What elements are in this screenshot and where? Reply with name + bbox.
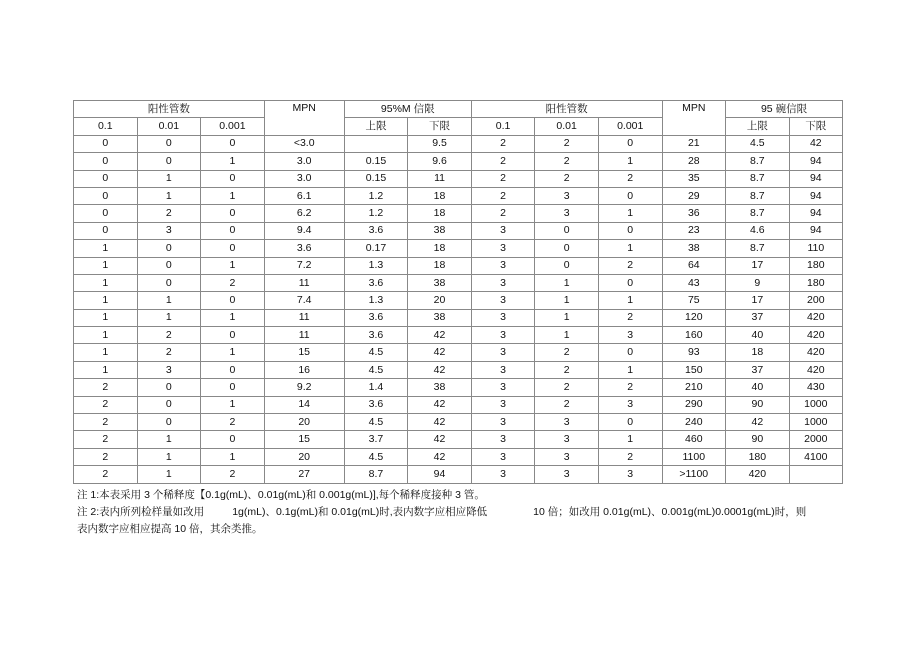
table-cell: 2 bbox=[471, 135, 535, 152]
table-cell: 2 bbox=[535, 153, 599, 170]
table-cell: 0 bbox=[137, 396, 201, 413]
table-cell: 2 bbox=[471, 205, 535, 222]
table-cell: 120 bbox=[662, 309, 726, 326]
table-cell: 94 bbox=[789, 205, 842, 222]
table-cell: 1.3 bbox=[344, 257, 408, 274]
table-cell: 21 bbox=[662, 135, 726, 152]
table-cell: 1 bbox=[598, 240, 662, 257]
table-cell: 40 bbox=[726, 379, 790, 396]
table-row bbox=[74, 222, 843, 239]
table-cell: 11 bbox=[264, 274, 344, 291]
table-cell: 1.4 bbox=[344, 379, 408, 396]
table-row bbox=[74, 431, 843, 448]
table-cell: 240 bbox=[662, 414, 726, 431]
table-cell: 93 bbox=[662, 344, 726, 361]
table-row bbox=[74, 414, 843, 431]
table-cell: 15 bbox=[264, 344, 344, 361]
table-row bbox=[74, 205, 843, 222]
table-cell: 1 bbox=[74, 257, 138, 274]
table-cell: 38 bbox=[408, 379, 472, 396]
table-cell: 94 bbox=[789, 153, 842, 170]
mpn-table-body bbox=[74, 135, 843, 483]
table-cell: 3 bbox=[598, 396, 662, 413]
table-cell: 1 bbox=[137, 448, 201, 465]
table-cell: 180 bbox=[789, 274, 842, 291]
table-cell: 0 bbox=[598, 135, 662, 152]
table-cell: 20 bbox=[264, 414, 344, 431]
table-cell: 3.7 bbox=[344, 431, 408, 448]
table-cell: 1000 bbox=[789, 414, 842, 431]
table-cell: 1 bbox=[598, 153, 662, 170]
table-cell: 36 bbox=[662, 205, 726, 222]
ci-header-left: 95%M 信限 bbox=[344, 101, 471, 118]
table-cell: 3 bbox=[471, 274, 535, 291]
positive-tubes-header-right: 阳性管数 bbox=[471, 101, 662, 118]
table-cell: 0 bbox=[137, 274, 201, 291]
table-cell: 0 bbox=[201, 327, 265, 344]
upper-limit-header: 上限 bbox=[344, 118, 408, 135]
table-cell: 2 bbox=[535, 170, 599, 187]
table-cell: 1 bbox=[137, 466, 201, 483]
table-cell: 1 bbox=[74, 327, 138, 344]
table-cell: 0 bbox=[201, 431, 265, 448]
table-cell: 2 bbox=[201, 274, 265, 291]
table-cell: 3 bbox=[137, 361, 201, 378]
table-cell: 1 bbox=[74, 240, 138, 257]
table-cell: 150 bbox=[662, 361, 726, 378]
table-cell: 1 bbox=[137, 431, 201, 448]
table-cell: 3 bbox=[137, 222, 201, 239]
table-cell: 420 bbox=[789, 344, 842, 361]
table-cell: 9.2 bbox=[264, 379, 344, 396]
table-cell: 3 bbox=[471, 414, 535, 431]
table-row bbox=[74, 344, 843, 361]
table-cell: 20 bbox=[408, 292, 472, 309]
table-cell: 42 bbox=[408, 414, 472, 431]
table-row bbox=[74, 466, 843, 483]
table-cell: 0 bbox=[201, 222, 265, 239]
table-cell: 1 bbox=[137, 292, 201, 309]
table-cell: 4.5 bbox=[726, 135, 790, 152]
table-cell: 460 bbox=[662, 431, 726, 448]
table-cell: 0 bbox=[201, 292, 265, 309]
table-cell: 0 bbox=[598, 222, 662, 239]
table-cell: 38 bbox=[408, 309, 472, 326]
table-cell: 2 bbox=[598, 257, 662, 274]
table-cell: 11 bbox=[408, 170, 472, 187]
table-cell: 2000 bbox=[789, 431, 842, 448]
table-cell: 9.6 bbox=[408, 153, 472, 170]
table-cell: 2 bbox=[471, 187, 535, 204]
table-cell: 4100 bbox=[789, 448, 842, 465]
table-cell: 180 bbox=[726, 448, 790, 465]
table-cell: 1.2 bbox=[344, 187, 408, 204]
table-cell: 94 bbox=[789, 187, 842, 204]
table-cell: 2 bbox=[201, 414, 265, 431]
table-cell: 3 bbox=[471, 379, 535, 396]
table-cell: 2 bbox=[535, 344, 599, 361]
table-cell: 37 bbox=[726, 309, 790, 326]
table-cell: 3.0 bbox=[264, 170, 344, 187]
table-cell: 1 bbox=[598, 292, 662, 309]
table-cell: 0 bbox=[201, 170, 265, 187]
table-cell: 180 bbox=[789, 257, 842, 274]
table-cell: 94 bbox=[789, 170, 842, 187]
table-cell: 1 bbox=[137, 170, 201, 187]
table-cell: 4.5 bbox=[344, 361, 408, 378]
table-cell: 75 bbox=[662, 292, 726, 309]
table-cell: 1.2 bbox=[344, 205, 408, 222]
table-cell: 2 bbox=[598, 448, 662, 465]
table-cell: 94 bbox=[789, 222, 842, 239]
table-cell: 0 bbox=[74, 135, 138, 152]
table-cell: 35 bbox=[662, 170, 726, 187]
table-cell: 3 bbox=[535, 205, 599, 222]
table-cell: 3 bbox=[535, 448, 599, 465]
table-cell: 2 bbox=[201, 466, 265, 483]
table-cell: 14 bbox=[264, 396, 344, 413]
table-row bbox=[74, 309, 843, 326]
table-cell: 3 bbox=[471, 257, 535, 274]
table-cell: 1 bbox=[535, 309, 599, 326]
positive-tubes-header-left: 阳性管数 bbox=[74, 101, 265, 118]
table-cell: 1 bbox=[201, 344, 265, 361]
lower-limit-header: 下限 bbox=[408, 118, 472, 135]
table-cell: 0 bbox=[74, 170, 138, 187]
table-cell: 18 bbox=[408, 205, 472, 222]
table-cell: 0 bbox=[598, 414, 662, 431]
table-cell: 20 bbox=[264, 448, 344, 465]
table-cell: 8.7 bbox=[726, 170, 790, 187]
table-cell: 16 bbox=[264, 361, 344, 378]
table-cell: 420 bbox=[789, 309, 842, 326]
table-cell: <3.0 bbox=[264, 135, 344, 152]
table-cell: 8.7 bbox=[726, 205, 790, 222]
table-row bbox=[74, 379, 843, 396]
table-cell: 2 bbox=[535, 379, 599, 396]
note-2-continued: 表内数字应相应提高 10 倍，其余类推。 bbox=[77, 523, 263, 535]
table-cell: 0 bbox=[201, 205, 265, 222]
table-row bbox=[74, 448, 843, 465]
table-row bbox=[74, 257, 843, 274]
table-cell: 11 bbox=[264, 327, 344, 344]
table-cell: 3.6 bbox=[344, 222, 408, 239]
table-cell: 3 bbox=[471, 240, 535, 257]
table-row bbox=[74, 170, 843, 187]
table-cell: 2 bbox=[74, 448, 138, 465]
table-row bbox=[74, 361, 843, 378]
table-cell: 420 bbox=[789, 327, 842, 344]
mpn-header-left: MPN bbox=[264, 101, 344, 136]
table-cell: 43 bbox=[662, 274, 726, 291]
table-cell: 1000 bbox=[789, 396, 842, 413]
table-cell: 1 bbox=[201, 257, 265, 274]
table-cell: 18 bbox=[726, 344, 790, 361]
table-cell: >1100 bbox=[662, 466, 726, 483]
table-cell: 38 bbox=[662, 240, 726, 257]
table-cell: 0 bbox=[74, 222, 138, 239]
table-cell: 2 bbox=[471, 153, 535, 170]
table-cell: 2 bbox=[74, 431, 138, 448]
table-cell: 3 bbox=[471, 344, 535, 361]
table-cell: 0 bbox=[535, 240, 599, 257]
table-cell: 2 bbox=[598, 309, 662, 326]
table-cell: 15 bbox=[264, 431, 344, 448]
table-cell: 1.3 bbox=[344, 292, 408, 309]
table-row bbox=[74, 240, 843, 257]
table-cell: 18 bbox=[408, 240, 472, 257]
table-cell: 40 bbox=[726, 327, 790, 344]
table-cell: 3 bbox=[598, 327, 662, 344]
table-cell: 3 bbox=[471, 466, 535, 483]
table-cell: 0 bbox=[74, 187, 138, 204]
table-cell: 1 bbox=[535, 274, 599, 291]
table-cell: 28 bbox=[662, 153, 726, 170]
table-cell: 1 bbox=[598, 361, 662, 378]
table-cell: 27 bbox=[264, 466, 344, 483]
table-cell: 3.6 bbox=[344, 309, 408, 326]
table-cell: 94 bbox=[408, 466, 472, 483]
table-row bbox=[74, 135, 843, 152]
table-cell: 7.2 bbox=[264, 257, 344, 274]
note-2-part-c: 10 倍；如改用 0.01g(mL)、0.001g(mL)0.0001g(mL)时，则 bbox=[533, 506, 807, 518]
table-cell: 0 bbox=[201, 361, 265, 378]
table-cell: 4.6 bbox=[726, 222, 790, 239]
table-cell: 3.6 bbox=[344, 396, 408, 413]
header-row-1 bbox=[74, 101, 843, 118]
table-cell: 1 bbox=[598, 431, 662, 448]
table-cell: 9.5 bbox=[408, 135, 472, 152]
table-cell: 90 bbox=[726, 396, 790, 413]
table-cell: 3 bbox=[471, 396, 535, 413]
table-cell: 1 bbox=[137, 187, 201, 204]
table-cell: 1 bbox=[598, 205, 662, 222]
header-row-2 bbox=[74, 118, 843, 135]
table-cell: 64 bbox=[662, 257, 726, 274]
table-cell: 0 bbox=[201, 135, 265, 152]
table-cell: 2 bbox=[74, 379, 138, 396]
table-cell: 1 bbox=[74, 344, 138, 361]
table-cell: 2 bbox=[74, 396, 138, 413]
upper-limit-header: 上限 bbox=[726, 118, 790, 135]
table-cell: 3 bbox=[535, 187, 599, 204]
table-cell: 1 bbox=[74, 292, 138, 309]
table-cell: 8.7 bbox=[344, 466, 408, 483]
table-cell: 29 bbox=[662, 187, 726, 204]
table-cell: 3 bbox=[598, 466, 662, 483]
table-cell: 8.7 bbox=[726, 240, 790, 257]
table-cell: 420 bbox=[726, 466, 790, 483]
table-row bbox=[74, 153, 843, 170]
table-cell: 0 bbox=[137, 414, 201, 431]
table-cell: 0.17 bbox=[344, 240, 408, 257]
table-cell: 3 bbox=[471, 292, 535, 309]
table-cell: 290 bbox=[662, 396, 726, 413]
table-cell: 2 bbox=[74, 414, 138, 431]
table-cell: 7.4 bbox=[264, 292, 344, 309]
table-cell: 2 bbox=[598, 379, 662, 396]
table-cell: 37 bbox=[726, 361, 790, 378]
table-cell: 0 bbox=[137, 379, 201, 396]
table-cell: 2 bbox=[535, 396, 599, 413]
dilution-header: 0.001 bbox=[598, 118, 662, 135]
table-cell: 90 bbox=[726, 431, 790, 448]
table-cell: 4.5 bbox=[344, 344, 408, 361]
table-cell: 1 bbox=[535, 292, 599, 309]
table-cell: 0 bbox=[201, 379, 265, 396]
table-cell: 42 bbox=[408, 448, 472, 465]
table-cell: 3.6 bbox=[344, 327, 408, 344]
table-cell: 0 bbox=[535, 222, 599, 239]
table-cell: 2 bbox=[471, 170, 535, 187]
table-cell: 3 bbox=[471, 222, 535, 239]
table-cell: 3 bbox=[471, 361, 535, 378]
mpn-header-right: MPN bbox=[662, 101, 726, 136]
table-cell: 17 bbox=[726, 292, 790, 309]
dilution-header: 0.001 bbox=[201, 118, 265, 135]
table-cell: 42 bbox=[408, 327, 472, 344]
table-cell: 38 bbox=[408, 222, 472, 239]
table-cell: 0 bbox=[598, 344, 662, 361]
table-cell: 1 bbox=[74, 309, 138, 326]
table-cell: 6.1 bbox=[264, 187, 344, 204]
note-2-part-a: 注 2:表内所列检样量如改用 bbox=[77, 506, 205, 518]
table-cell: 2 bbox=[535, 135, 599, 152]
table-cell: 11 bbox=[264, 309, 344, 326]
table-cell: 3 bbox=[535, 414, 599, 431]
table-cell: 2 bbox=[535, 361, 599, 378]
table-cell: 430 bbox=[789, 379, 842, 396]
table-cell: 4.5 bbox=[344, 448, 408, 465]
table-cell: 0 bbox=[74, 205, 138, 222]
table-cell: 3.0 bbox=[264, 153, 344, 170]
note-1: 注 1:本表采用 3 个稀释度【0.1g(mL)、0.01g(mL)和 0.001g(mL)],每个稀释度接种 3 管。 bbox=[77, 489, 485, 501]
table-cell: 38 bbox=[408, 274, 472, 291]
table-cell: 9 bbox=[726, 274, 790, 291]
table-row bbox=[74, 274, 843, 291]
table-notes bbox=[77, 487, 857, 538]
table-cell: 2 bbox=[137, 344, 201, 361]
table-cell: 0 bbox=[535, 257, 599, 274]
ci-header-right: 95 碗信限 bbox=[726, 101, 843, 118]
table-cell: 0.15 bbox=[344, 170, 408, 187]
table-cell: 42 bbox=[408, 396, 472, 413]
table-cell: 3.6 bbox=[264, 240, 344, 257]
table-row bbox=[74, 292, 843, 309]
table-cell: 3 bbox=[471, 448, 535, 465]
table-cell: 0 bbox=[74, 153, 138, 170]
table-cell: 9.4 bbox=[264, 222, 344, 239]
table-cell: 0 bbox=[137, 135, 201, 152]
table-cell: 110 bbox=[789, 240, 842, 257]
note-2 bbox=[77, 504, 857, 521]
table-cell: 1 bbox=[201, 448, 265, 465]
table-cell: 1100 bbox=[662, 448, 726, 465]
table-cell: 6.2 bbox=[264, 205, 344, 222]
table-cell: 2 bbox=[137, 327, 201, 344]
table-cell: 1 bbox=[535, 327, 599, 344]
table-cell: 1 bbox=[137, 309, 201, 326]
table-cell: 3 bbox=[471, 431, 535, 448]
table-row bbox=[74, 187, 843, 204]
table-cell: 23 bbox=[662, 222, 726, 239]
mpn-table bbox=[73, 100, 843, 484]
table-cell: 3 bbox=[535, 431, 599, 448]
table-cell bbox=[344, 135, 408, 152]
table-cell: 1 bbox=[201, 187, 265, 204]
dilution-header: 0.1 bbox=[471, 118, 535, 135]
table-cell: 2 bbox=[74, 466, 138, 483]
table-cell: 42 bbox=[408, 431, 472, 448]
table-cell: 2 bbox=[598, 170, 662, 187]
table-cell: 8.7 bbox=[726, 153, 790, 170]
table-cell: 17 bbox=[726, 257, 790, 274]
table-cell: 42 bbox=[789, 135, 842, 152]
dilution-header: 0.01 bbox=[535, 118, 599, 135]
table-cell: 4.5 bbox=[344, 414, 408, 431]
table-cell: 1 bbox=[74, 274, 138, 291]
table-cell: 18 bbox=[408, 187, 472, 204]
table-cell: 0 bbox=[598, 274, 662, 291]
table-row bbox=[74, 327, 843, 344]
table-cell: 42 bbox=[408, 361, 472, 378]
note-2-part-b: 1g(mL)、0.1g(mL)和 0.01g(mL)时,表内数字应相应降低 bbox=[232, 506, 488, 518]
table-cell: 1 bbox=[201, 309, 265, 326]
dilution-header: 0.1 bbox=[74, 118, 138, 135]
lower-limit-header: 下限 bbox=[789, 118, 842, 135]
table-cell: 160 bbox=[662, 327, 726, 344]
dilution-header: 0.01 bbox=[137, 118, 201, 135]
table-cell: 0.15 bbox=[344, 153, 408, 170]
table-cell: 0 bbox=[137, 257, 201, 274]
table-cell: 8.7 bbox=[726, 187, 790, 204]
table-cell: 200 bbox=[789, 292, 842, 309]
table-cell: 0 bbox=[598, 187, 662, 204]
table-cell: 42 bbox=[726, 414, 790, 431]
table-cell: 1 bbox=[201, 396, 265, 413]
table-cell: 0 bbox=[137, 240, 201, 257]
table-cell: 3.6 bbox=[344, 274, 408, 291]
table-cell: 3 bbox=[471, 327, 535, 344]
table-cell: 210 bbox=[662, 379, 726, 396]
table-cell: 0 bbox=[137, 153, 201, 170]
table-cell: 42 bbox=[408, 344, 472, 361]
table-cell: 3 bbox=[535, 466, 599, 483]
table-cell: 3 bbox=[471, 309, 535, 326]
table-cell: 0 bbox=[201, 240, 265, 257]
table-cell: 1 bbox=[201, 153, 265, 170]
table-cell: 2 bbox=[137, 205, 201, 222]
table-cell: 420 bbox=[789, 361, 842, 378]
table-cell bbox=[789, 466, 842, 483]
table-cell: 1 bbox=[74, 361, 138, 378]
table-cell: 18 bbox=[408, 257, 472, 274]
table-row bbox=[74, 396, 843, 413]
